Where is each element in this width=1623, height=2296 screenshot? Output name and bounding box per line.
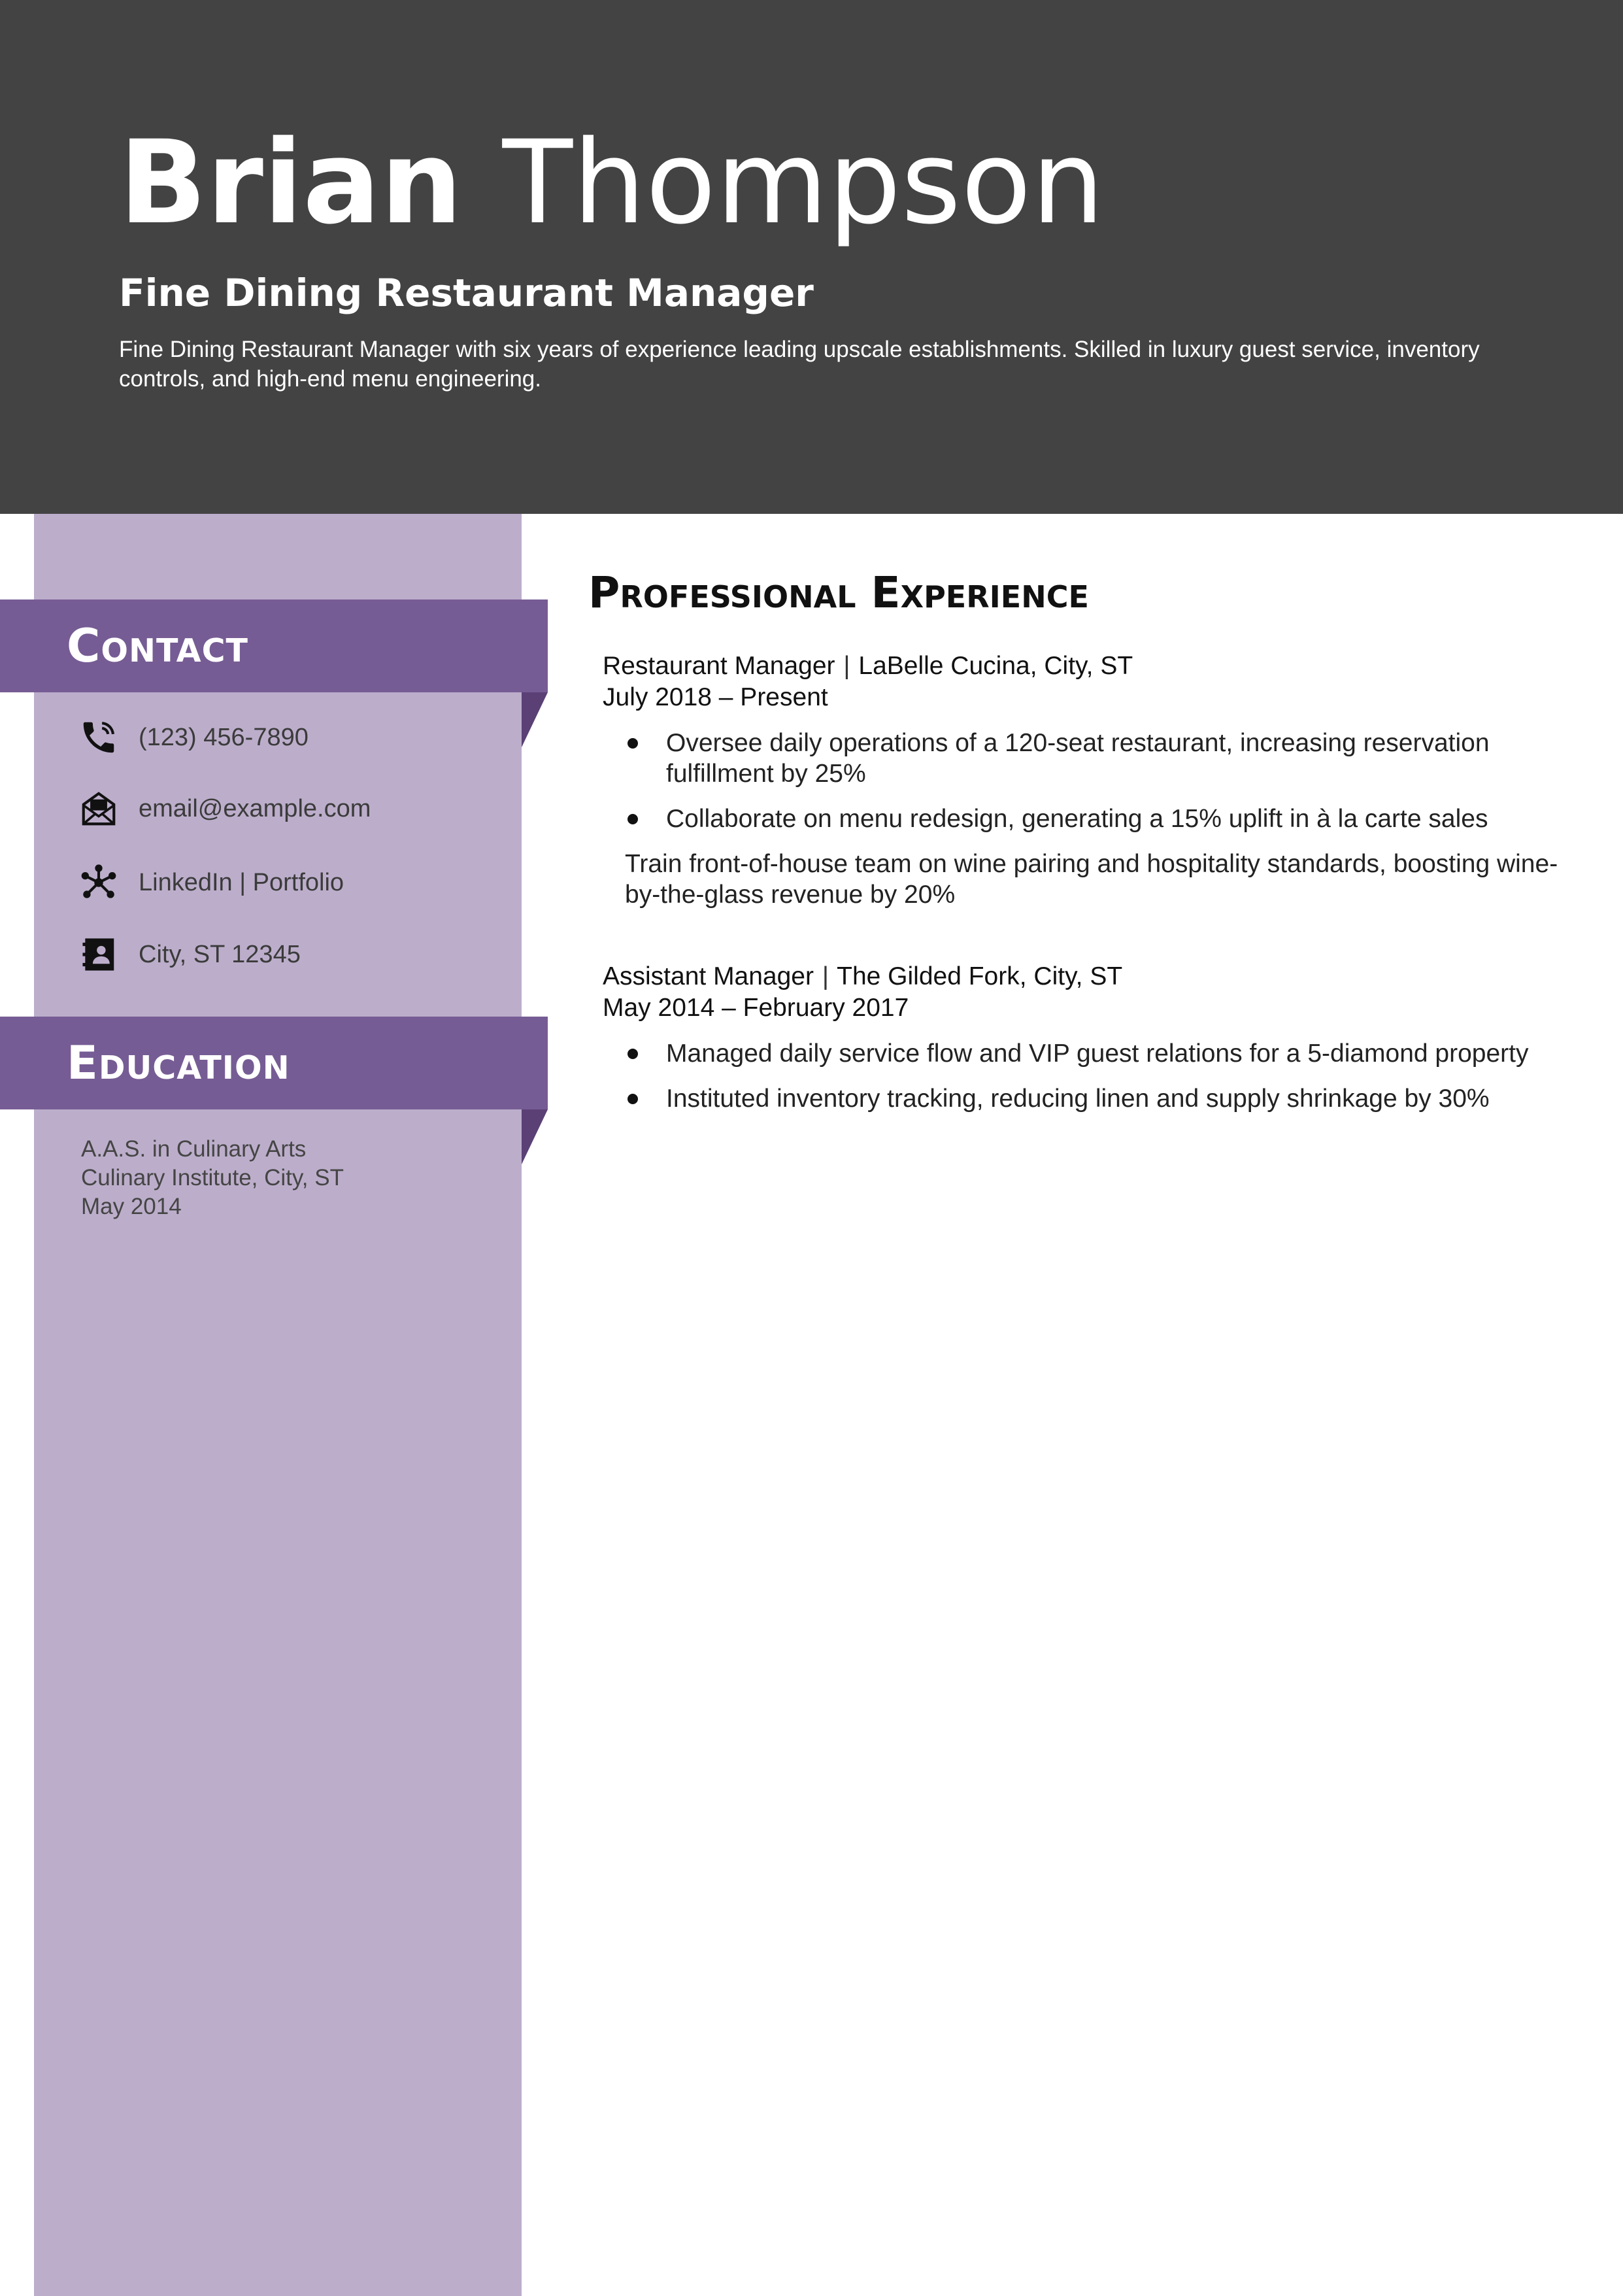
separator: |: [843, 652, 850, 680]
job-bullets: [603, 728, 1583, 834]
job-entry: [603, 650, 1583, 910]
phone-icon: [78, 717, 119, 758]
experience-heading: Professional Experience: [588, 567, 1089, 618]
phone-text: (123) 456-7890: [139, 724, 309, 751]
education-details: [81, 1135, 344, 1221]
bullet-text: Oversee daily operations of a 120-seat restaurant, increasing reservation fulfillment by 25%: [666, 729, 1490, 788]
summary: Fine Dining Restaurant Manager with six years of experience leading upscale establishments. Skilled in luxury guest service, inventory controls, and high-end menu engineering.: [119, 337, 1480, 392]
bullet-icon: [627, 738, 638, 749]
job-title: Fine Dining Restaurant Manager: [119, 271, 814, 315]
list-item: [603, 1038, 1583, 1069]
contact-band-fold: [522, 692, 548, 747]
header: [0, 0, 1623, 514]
job-role: Assistant Manager: [603, 962, 814, 990]
list-item: [603, 803, 1583, 834]
links-text: LinkedIn | Portfolio: [139, 869, 344, 896]
job-dates: July 2018 – Present: [603, 683, 828, 711]
list-item: [603, 1083, 1583, 1114]
job-role: Restaurant Manager: [603, 652, 835, 680]
separator: |: [822, 962, 829, 990]
job-company: The Gilded Fork, City, ST: [837, 962, 1123, 990]
first-name: Brian: [119, 116, 463, 250]
job-role-line: [603, 650, 1583, 682]
bullet-icon: [627, 814, 638, 824]
sidebar: [34, 514, 522, 2296]
bullet-text: Collaborate on menu redesign, generating a 15% uplift in à la carte sales: [666, 805, 1488, 833]
bullet-text: Instituted inventory tracking, reducing linen and supply shrinkage by 30%: [666, 1085, 1490, 1113]
education-heading: Education: [67, 1036, 290, 1090]
address-text: City, ST 12345: [139, 941, 301, 968]
education-date: May 2014: [81, 1194, 182, 1219]
network-icon: [78, 862, 119, 903]
job-role-line: [603, 961, 1583, 992]
contact-heading: Contact: [67, 619, 248, 673]
job-company: LaBelle Cucina, City, ST: [858, 652, 1133, 680]
email-icon: [78, 788, 119, 829]
bullet-icon: [627, 1049, 638, 1059]
education-band-fold: [522, 1109, 548, 1164]
job-entry: [603, 961, 1583, 1128]
education-degree: A.A.S. in Culinary Arts: [81, 1136, 307, 1162]
job-dates: May 2014 – February 2017: [603, 994, 909, 1022]
job-extra-text: Train front-of-house team on wine pairing and hospitality standards, boosting wine-by-the-glass revenue by 20%: [625, 850, 1558, 909]
bullet-icon: [627, 1094, 638, 1104]
bullet-text: Managed daily service flow and VIP guest relations for a 5-diamond property: [666, 1039, 1529, 1068]
last-name: Thompson: [502, 116, 1105, 250]
education-school: Culinary Institute, City, ST: [81, 1165, 344, 1190]
candidate-name: [119, 111, 1104, 255]
email-text: email@example.com: [139, 795, 371, 822]
job-bullets: [603, 1038, 1583, 1114]
list-item: [603, 728, 1583, 789]
address-book-icon: [78, 934, 119, 975]
contact-band: [0, 599, 548, 692]
education-band: [0, 1017, 548, 1109]
